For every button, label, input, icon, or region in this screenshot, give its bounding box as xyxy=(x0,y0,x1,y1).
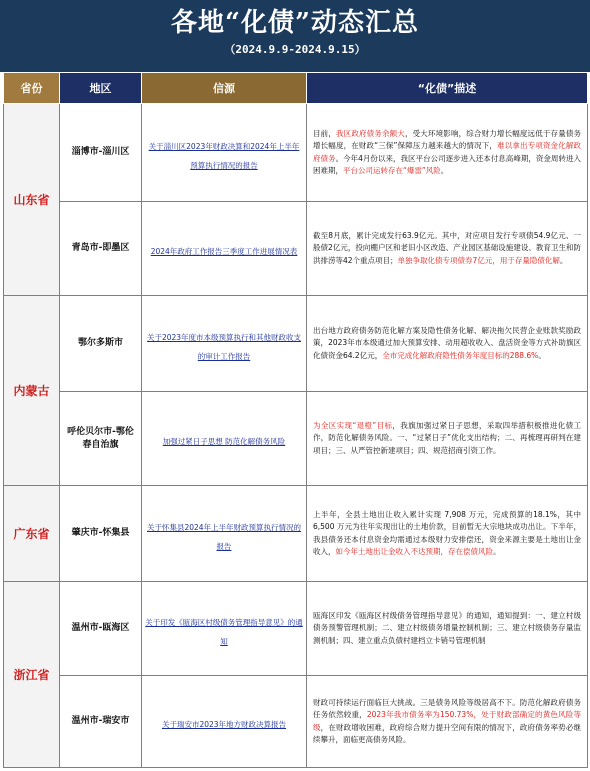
source-link[interactable]: 加强过紧日子思想 防范化解债务风险 xyxy=(162,437,286,446)
description-text: 出台地方政府债务防范化解方案及隐性债务化解、解决拖欠民营企业账款奖励政策，2023年市本级通过加大预算安排、动用超收收入、盘活资金等方式补助旗区化债资金64.2亿元， xyxy=(313,325,581,360)
source-link[interactable]: 关于印发《瓯海区村级债务管理指导意见》的通知 xyxy=(145,617,303,646)
highlight-text: 我区政府债务余额大 xyxy=(336,128,405,138)
source-link[interactable]: 关于瑞安市2023年地方财政决算报告 xyxy=(161,720,287,729)
table-header-row xyxy=(4,73,588,104)
province-cell: 山东省 xyxy=(4,104,60,296)
highlight-text: 为全区实现“退橙”目标 xyxy=(313,420,393,430)
table-row xyxy=(4,486,588,582)
source-link[interactable]: 关于怀集县2024年上半年财政预算执行情况的报告 xyxy=(146,522,302,551)
source-cell xyxy=(142,202,307,296)
table-row xyxy=(4,104,588,202)
description-cell xyxy=(307,202,588,296)
page-title: 各地“化债”动态汇总 xyxy=(171,8,419,38)
description-text: 。 xyxy=(538,350,546,360)
table-row xyxy=(4,676,588,768)
region-cell: 温州市-瑞安市 xyxy=(60,676,142,768)
region-cell: 淄博市-淄川区 xyxy=(60,104,142,202)
source-cell xyxy=(142,582,307,676)
description-text: 瓯海区印发《瓯海区村级债务管理指导意见》的通知，通知提到：一、建立村级债务预警管理机制；二、建立村级债务增量控制机制；三、建立村级债务存量监测机制；四、建立重点负债村建档立卡销号管理机制 xyxy=(313,610,581,645)
region-cell: 呼伦贝尔市-鄂伦春自治旗 xyxy=(60,392,142,486)
table-row xyxy=(4,392,588,486)
column-header-region: 地区 xyxy=(60,73,142,104)
province-cell: 内蒙古 xyxy=(4,296,60,486)
source-cell xyxy=(142,392,307,486)
column-header-province: 省份 xyxy=(4,73,60,104)
description-cell xyxy=(307,676,588,768)
description-text: 。 xyxy=(559,255,568,265)
source-cell xyxy=(142,296,307,392)
region-cell: 肇庆市-怀集县 xyxy=(60,486,142,582)
highlight-text: 如今年土地出让金收入不达预期，存在偿债风险 xyxy=(335,547,493,556)
source-cell xyxy=(142,104,307,202)
highlight-text: 单独争取化债专项债券7亿元，用于存量隐债化解 xyxy=(397,255,560,265)
description-text: ，受大环境影响，综合财力增长幅度远低于存量债务增长幅度，在财政“三保”保障压力越来越大的情况下， xyxy=(313,128,582,150)
description-text: ，在财政增收困难，政府综合财力提升空间有限的情况下，政府债务率势必继续攀升，面临更高债务风险。 xyxy=(313,722,582,744)
source-cell xyxy=(142,486,307,582)
region-cell: 温州市-瓯海区 xyxy=(60,582,142,676)
table-row xyxy=(4,296,588,392)
highlight-text: 平台公司运转存在“爆雷”风险 xyxy=(343,166,441,175)
province-cell: 浙江省 xyxy=(4,582,60,768)
column-header-description: “化债”描述 xyxy=(307,73,588,104)
table-row xyxy=(4,582,588,676)
description-cell xyxy=(307,486,588,582)
table-row xyxy=(4,202,588,296)
page-header xyxy=(0,0,590,72)
source-link[interactable]: 关于2023年度市本级预算执行和其他财政收支的审计工作报告 xyxy=(146,332,302,361)
region-cell: 鄂尔多斯市 xyxy=(60,296,142,392)
description-cell xyxy=(307,392,588,486)
province-cell: 广东省 xyxy=(4,486,60,582)
debt-summary-table xyxy=(3,72,588,768)
source-link[interactable]: 2024年政府工作报告三季度工作进展情况表 xyxy=(150,247,298,256)
description-text: 上半年，全县土地出让收入累计实现 7,908 万元，完成预算的18.1%，其中 6,500 万元为往年实现出让的土地价款，目前暂无大宗地块成功出让。下半年，我县债务还本付息资金均需通过本级财力安排偿还，资金来源主要是土地出让金收入， xyxy=(313,509,581,556)
description-text: 。今年4月份以来，我区平台公司逐步进入还本付息高峰期，资金周转进入困难期， xyxy=(313,153,581,175)
description-text: 财政可持续运行面临巨大挑战。三是债务风险等级居高不下。防范化解政府债务任务依然较重， xyxy=(313,697,581,719)
highlight-text: 难以拿出专项资金化解政府债务 xyxy=(313,141,581,163)
column-header-source: 信源 xyxy=(142,73,307,104)
description-text: 目前， xyxy=(313,128,336,138)
description-cell xyxy=(307,296,588,392)
highlight-text: 2023年我市债务率为150.73%，处于财政部确定的黄色风险等级 xyxy=(313,710,581,732)
source-cell xyxy=(142,676,307,768)
source-link[interactable]: 关于淄川区2023年财政决算和2024年上半年预算执行情况的报告 xyxy=(148,141,300,170)
region-cell: 青岛市-即墨区 xyxy=(60,202,142,296)
description-text: 。 xyxy=(440,166,449,175)
description-cell xyxy=(307,104,588,202)
description-text: 截至8月底，累计完成发行63.9亿元。其中，对应项目发行专项债54.9亿元、一般债2亿元，投向棚户区和老旧小区改造、产业园区基础设施建设、教育卫生和防洪排涝等42个重点项目； xyxy=(313,230,581,265)
description-text: 。 xyxy=(493,547,501,556)
description-text: ，我旗加强过紧日子思想，采取四举措积极推进化债工作，防范化解债务风险。一、“过紧日子”优化支出结构；二、再梳理再研判在建项目；三、从严管控新建项目；四、规范招商引资工作。 xyxy=(313,420,581,455)
description-cell xyxy=(307,582,588,676)
date-range: （2024.9.9-2024.9.15） xyxy=(224,43,366,56)
highlight-text: 全市完成化解政府隐性债务年度目标的288.6% xyxy=(382,350,539,360)
